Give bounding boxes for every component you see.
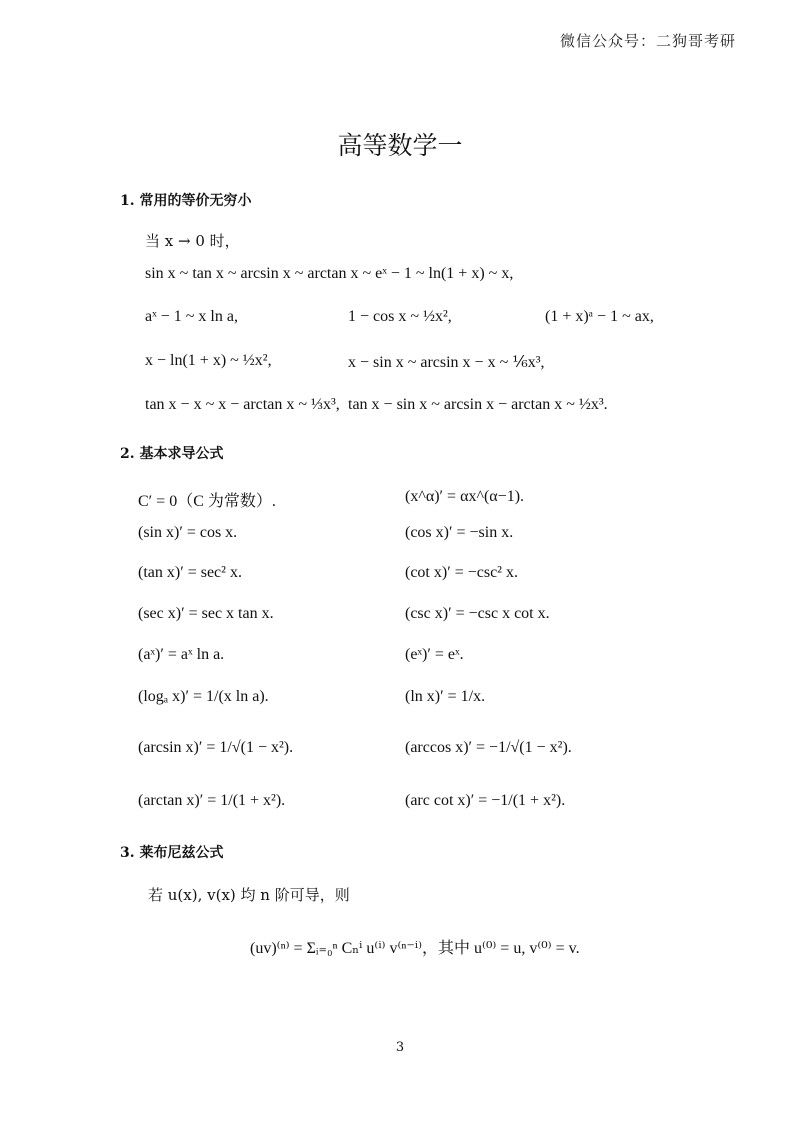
- formula-line: (cos x)′ = −sin x.: [405, 524, 514, 541]
- formula-line: (x^α)′ = αx^(α−1).: [405, 488, 525, 505]
- section-heading-leibniz-formula: 3. 莱布尼兹公式: [120, 845, 224, 861]
- formula-line: x − ln(1 + x) ~ ½x²,: [145, 352, 272, 369]
- section-heading-derivative-formulas: 2. 基本求导公式: [120, 446, 224, 462]
- header-text: 微信公众号：二狗哥考研: [559, 32, 736, 50]
- formula-line: tan x − x ~ x − arctan x ~ ⅓x³,: [145, 396, 340, 413]
- formula-line: (eˣ)′ = eˣ.: [405, 646, 464, 663]
- section-intro: 当 x → 0 时，: [145, 232, 240, 250]
- section-heading-equivalent-infinitesimals: 1. 常用的等价无穷小: [120, 193, 252, 209]
- formula-line: (1 + x)ᵃ − 1 ~ ax,: [545, 308, 654, 325]
- formula-line: (cot x)′ = −csc² x.: [405, 564, 518, 581]
- formula-line: (aˣ)′ = aˣ ln a.: [138, 646, 225, 663]
- formula-line: (arctan x)′ = 1/(1 + x²).: [138, 792, 286, 809]
- formula-line: (logₐ x)′ = 1/(x ln a).: [138, 688, 269, 705]
- formula-line: tan x − sin x ~ arcsin x − arctan x ~ ½x³.: [348, 396, 608, 413]
- page-title: 高等数学一: [337, 131, 463, 160]
- formula-line: (arccos x)′ = −1/√(1 − x²).: [405, 739, 572, 756]
- formula-line: (tan x)′ = sec² x.: [138, 564, 242, 581]
- formula-line: C′ = 0（C 为常数）.: [138, 493, 276, 510]
- section-intro: 若 u(x), v(x) 均 n 阶可导，则: [148, 886, 350, 904]
- formula-line: (arcsin x)′ = 1/√(1 − x²).: [138, 739, 294, 756]
- page-number: 3: [395, 1040, 405, 1055]
- formula-line: (sin x)′ = cos x.: [138, 524, 238, 541]
- formula-line: sin x ~ tan x ~ arcsin x ~ arctan x ~ eˣ − 1 ~ ln(1 + x) ~ x,: [145, 265, 514, 282]
- formula-line: (sec x)′ = sec x tan x.: [138, 605, 274, 622]
- formula-line: aˣ − 1 ~ x ln a,: [145, 308, 238, 325]
- formula-line: (ln x)′ = 1/x.: [405, 688, 486, 705]
- formula-line: (csc x)′ = −csc x cot x.: [405, 605, 550, 622]
- formula-line: x − sin x ~ arcsin x − x ~ ⅙x³,: [348, 354, 545, 371]
- formula-line: 1 − cos x ~ ½x²,: [348, 308, 452, 325]
- formula-line: (arc cot x)′ = −1/(1 + x²).: [405, 792, 566, 809]
- leibniz-formula: (uv)⁽ⁿ⁾ = Σᵢ₌₀ⁿ Cₙⁱ u⁽ⁱ⁾ v⁽ⁿ⁻ⁱ⁾，其中 u⁽⁰⁾ = u, v⁽⁰⁾ = v.: [250, 940, 580, 957]
